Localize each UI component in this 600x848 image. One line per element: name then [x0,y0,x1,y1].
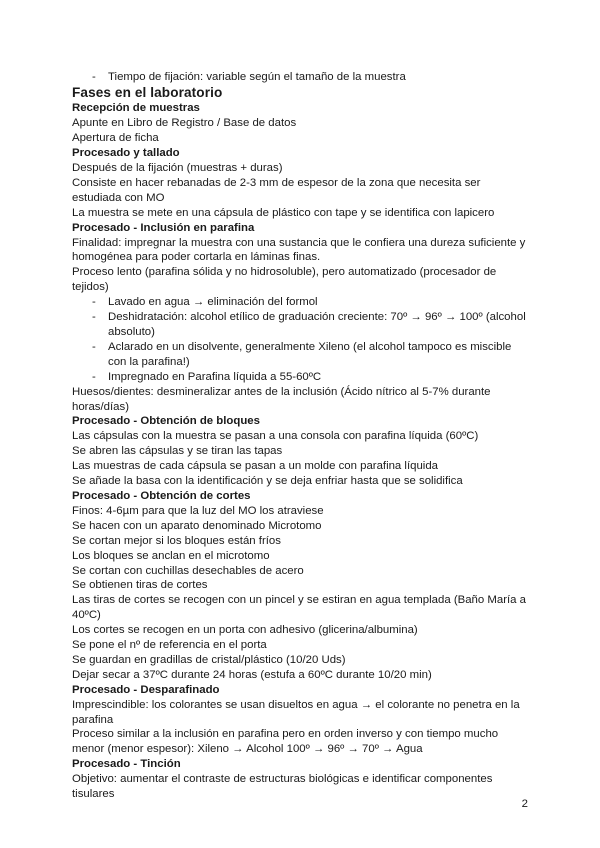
subsection-heading: Procesado y tallado [72,147,180,160]
bullet-item [72,310,528,340]
paragraph: Las cápsulas con la muestra se pasan a una consola con parafina líquida (60ºC) [72,430,479,443]
bullet-dash: - [92,370,96,383]
subsection-heading: Procesado - Tinción [72,758,181,771]
bullet-item [72,340,528,370]
subsection-heading: Recepción de muestras [72,102,200,115]
paragraph: Los bloques se anclan en el microtomo [72,549,270,562]
subsection-heading: Procesado - Inclusión en parafina [72,221,255,234]
paragraph: Apunte en Libro de Registro / Base de datos [72,117,297,130]
bullet-dash: - [92,311,96,324]
paragraph: Proceso lento (parafina sólida y no hidrosoluble), pero automatizado (procesador de tejidos) [72,266,497,294]
paragraph: Las tiras de cortes se recogen con un pincel y se estiran en agua templada (Baño María a 40ºC) [72,594,526,622]
paragraph: Se hacen con un aparato denominado Microtomo [72,519,322,532]
paragraph: La muestra se mete en una cápsula de plástico con tape y se identifica con lapicero [72,206,495,219]
bullet-item [72,370,528,385]
paragraph: Dejar secar a 37ºC durante 24 horas (estufa a 60ºC durante 10/20 min) [72,668,432,681]
paragraph: Se cortan con cuchillas desechables de acero [72,564,304,577]
bullet-dash: - [92,340,96,353]
subsection-heading: Procesado - Obtención de cortes [72,489,251,502]
subsection-heading: Procesado - Obtención de bloques [72,415,260,428]
paragraph: Se obtienen tiras de cortes [72,579,208,592]
bullet-item [72,70,528,85]
paragraph: Finalidad: impregnar la muestra con una sustancia que le confiera una dureza suficiente y homogénea para poder cortarla en láminas finas. [72,236,526,264]
paragraph: Los cortes se recogen en un porta con adhesivo (glicerina/albumina) [72,624,418,637]
paragraph: Se guardan en gradillas de cristal/plástico (10/20 Uds) [72,653,346,666]
section-heading: Fases en el laboratorio [72,84,223,100]
bullet-item [72,295,528,310]
paragraph: Se añade la basa con la identificación y se deja enfriar hasta que se solidifica [72,475,463,488]
paragraph: Finos: 4-6µm para que la luz del MO los atraviese [72,504,324,517]
bullet-text: Lavado en agua → eliminación del formol [108,296,318,309]
paragraph: Apertura de ficha [72,132,159,145]
paragraph: Después de la fijación (muestras + duras) [72,162,283,175]
bullet-text: Aclarado en un disolvente, generalmente Xileno (el alcohol tampoco es miscible con la parafina!) [108,340,512,368]
bullet-text: Tiempo de fijación: variable según el tamaño de la muestra [108,71,406,83]
document-body [72,70,528,802]
paragraph: Se abren las cápsulas y se tiran las tapas [72,445,283,458]
bullet-text: Impregnado en Parafina líquida a 55-60ºC [108,370,322,383]
paragraph: Huesos/dientes: desmineralizar antes de la inclusión (Ácido nítrico al 5-7% durante horas/días) [72,385,491,413]
paragraph: Objetivo: aumentar el contraste de estructuras biológicas e identificar componentes tisulares [72,773,493,801]
paragraph: Proceso similar a la inclusión en parafina pero en orden inverso y con tiempo mucho menor (menor espesor): Xileno → Alcohol 100º → 96º → 70º → Agua [72,728,499,756]
paragraph: Las muestras de cada cápsula se pasan a un molde con parafina líquida [72,460,439,473]
bullet-dash: - [92,71,96,83]
paragraph: Se cortan mejor si los bloques están fríos [72,534,281,547]
page-number: 2 [521,798,528,810]
paragraph: Se pone el nº de referencia en el porta [72,639,267,652]
bullet-dash: - [92,296,96,309]
paragraph: Imprescindible: los colorantes se usan disueltos en agua → el colorante no penetra en la parafina [72,698,520,726]
paragraph: Consiste en hacer rebanadas de 2-3 mm de espesor de la zona que necesita ser estudiada con MO [72,176,481,204]
bullet-text: Deshidratación: alcohol etílico de graduación creciente: 70º → 96º → 100º (alcohol absoluto) [108,311,526,338]
subsection-heading: Procesado - Desparafinado [72,683,220,696]
